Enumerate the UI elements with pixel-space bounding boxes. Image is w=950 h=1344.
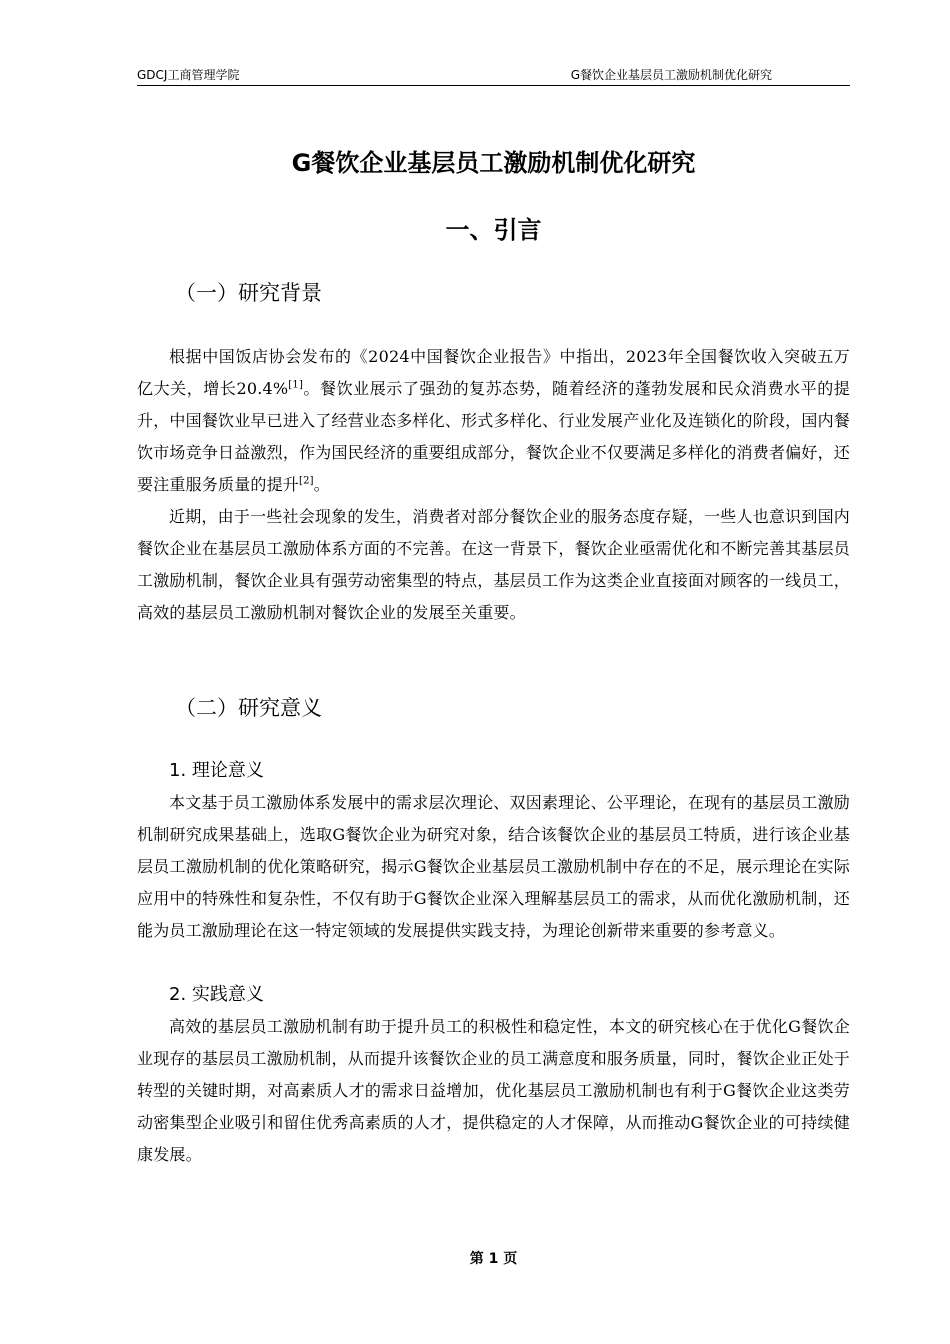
subsection-heading-background: （一）研究背景 xyxy=(175,281,322,305)
header-paper-title: G餐饮企业基层员工激励机制优化研究 xyxy=(570,68,772,82)
paragraph-theoretical-significance: 本文基于员工激励体系发展中的需求层次理论、双因素理论、公平理论，在现有的基层员工激励机制研究成果基础上，选取G餐饮企业为研究对象，结合该餐饮企业的基层员工特质，进行该企业基层员工激励机制的优化策略研究，揭示G餐饮企业基层员工激励机制中存在的不足，展示理论在实际应用中的特殊性和复杂性，不仅有助于G餐饮企业深入理解基层员工的需求，从而优化激励机制，还能为员工激励理论在这一特定领域的发展提供实践支持，为理论创新带来重要的参考意义。 xyxy=(137,793,850,940)
paragraph-background-1 xyxy=(137,341,850,501)
header-institution: GDCJ工商管理学院 xyxy=(137,68,240,82)
heading-practical-significance: 2. 实践意义 xyxy=(169,984,264,1005)
paragraph-text: 。 xyxy=(313,475,330,494)
citation-1: [1] xyxy=(288,379,304,391)
page-number: 第 1 页 xyxy=(469,1251,518,1267)
document-title: G餐饮企业基层员工激励机制优化研究 xyxy=(291,149,696,177)
paragraph-text: 根据中国饭店协会发布的《2024中国餐饮企业报告》中指出，2023年全国餐饮收入突破五万亿大关，增长20.4% xyxy=(137,347,850,398)
paragraph-background-2: 近期，由于一些社会现象的发生，消费者对部分餐饮企业的服务态度存疑，一些人也意识到国内餐饮企业在基层员工激励体系方面的不完善。在这一背景下，餐饮企业亟需优化和不断完善其基层员工激励机制，餐饮企业具有强劳动密集型的特点，基层员工作为这类企业直接面对顾客的一线员工，高效的基层员工激励机制对餐饮企业的发展至关重要。 xyxy=(137,507,850,622)
page-header xyxy=(137,66,850,86)
paragraph-text: 。餐饮业展示了强劲的复苏态势，随着经济的蓬勃发展和民众消费水平的提升，中国餐饮业早已进入了经营业态多样化、形式多样化、行业发展产业化及连锁化的阶段，国内餐饮市场竞争日益激烈，作为国民经济的重要组成部分，餐饮企业不仅要满足多样化的消费者偏好，还要注重服务质量的提升 xyxy=(137,379,850,494)
section-heading-introduction: 一、引言 xyxy=(445,216,542,244)
paragraph-practical-significance: 高效的基层员工激励机制有助于提升员工的积极性和稳定性，本文的研究核心在于优化G餐饮企业现存的基层员工激励机制，从而提升该餐饮企业的员工满意度和服务质量，同时，餐饮企业正处于转型的关键时期，对高素质人才的需求日益增加，优化基层员工激励机制也有利于G餐饮企业这类劳动密集型企业吸引和留住优秀高素质的人才，提供稳定的人才保障，从而推动G餐饮企业的可持续健康发展。 xyxy=(137,1017,850,1164)
subsection-heading-significance: （二）研究意义 xyxy=(175,696,322,720)
citation-2: [2] xyxy=(299,475,314,487)
heading-theoretical-significance: 1. 理论意义 xyxy=(169,760,264,781)
